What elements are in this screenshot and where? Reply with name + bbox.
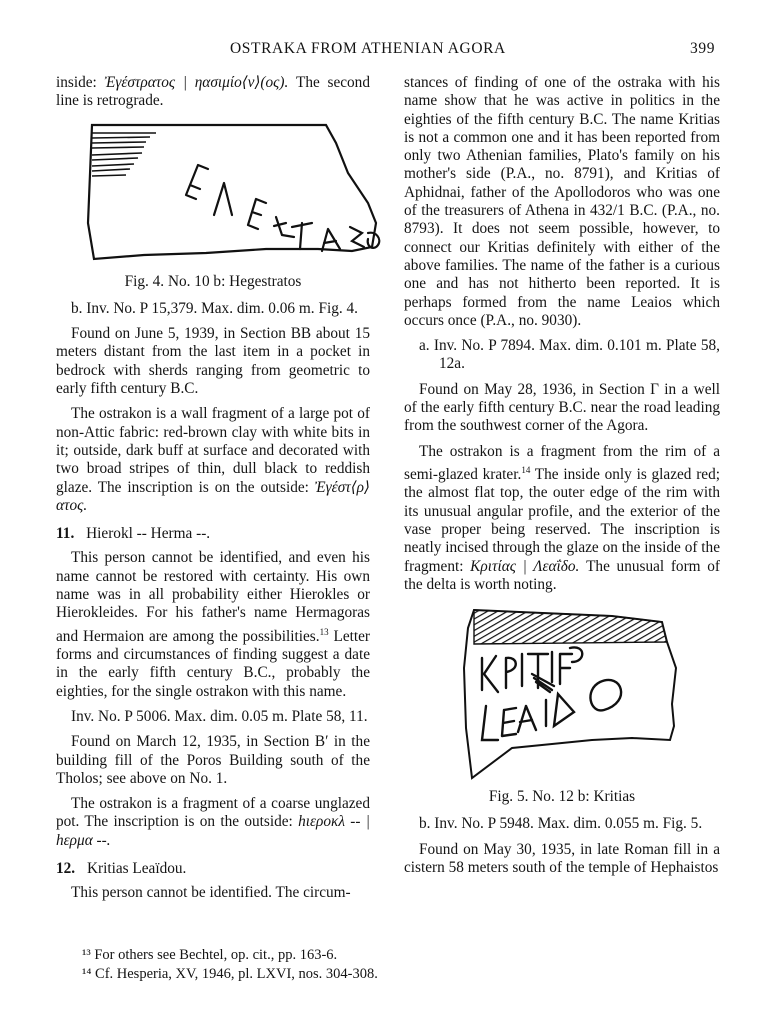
inventory-12a: a. Inv. No. P 7894. Max. dim. 0.101 m. Plate 58, 12a. xyxy=(419,337,720,373)
entry-11-name: Hierokl -- Herma --. xyxy=(86,525,211,543)
figure-4-caption: Fig. 4. No. 10 b: Hegestratos xyxy=(124,272,302,290)
inventory-11: Inv. No. P 5006. Max. dim. 0.05 m. Plate 58, 11. xyxy=(71,707,368,725)
greek-text: Κριτίας | Λεαΐδο. xyxy=(470,557,580,575)
description-11: The ostrakon is a fragment of a coarse unglazed pot. The inscription is on the outside: hιεροκλ -- | hερμα --. xyxy=(56,795,370,849)
right-column xyxy=(404,74,720,884)
entry-12-name: Kritias Leaïdou. xyxy=(86,860,187,877)
entry-12-heading xyxy=(56,860,370,878)
footnote-14: ¹⁴ Cf. Hesperia, XV, 1946, pl. LXVI, nos. 304-308. xyxy=(82,966,378,982)
entry-12-continuation: stances of finding of one of the ostraka with his name show that he was active in politics in the eighties of the fifth century B.C. The name Kritias is not a common one and it has been reported from only two Athenian families, Plato's family on his mother's side (P.A., no. 8791), and Kritias of Aphidnai, father of the Apollodoros who was one of the treasurers of Athena in 432/1 B.C. (P.A., no. 8793). It does not seem possible, however, to connect our Kritias definitely with either of the above families. The name of the father is a curious one and has not hitherto been reported. It is perhaps formed from the name Leaios which occurs once (P.A., no. 9030). xyxy=(404,74,720,329)
intro-paragraph: inside: Ἐγέστρατος | ηασιμίο⟨ν⟩(ος). The second line is retrograde. xyxy=(56,74,370,110)
running-header xyxy=(0,40,777,62)
entry-12-text: This person cannot be identified. The circum- xyxy=(71,884,351,902)
footnote-13: ¹³ For others see Bechtel, op. cit., pp. 163-6. xyxy=(82,947,338,963)
description-12a: The ostrakon is a fragment from the rim of a semi-glazed krater.$^{14}$ The inside only is glazed red; the almost flat top, the outer edge of the rim with its unusual angular profile, and the exterior of the vase proper being reserved. The inscription is neatly incised through the glaze on the inside of the fragment: Κριτίας | Λεαΐδο. The unusual form of the delta is worth noting. xyxy=(404,442,721,593)
finding-12a: Found on May 28, 1936, in Section Γ in a well of the early fifth century B.C. near the road leading from the southwest corner of the Agora. xyxy=(404,380,720,435)
entry-11-text: This person cannot be identified, and even his name cannot be restored with certainty. His own name was in all probability either Hierokles or Hierokleides. For his father's name Hermagoras and Hermaion are among the possibilities.$^{13}$ Letter forms and circumstances of finding suggest a date in the early fifth century B.C., probably the eighties, for the single ostrakon with this name. xyxy=(56,549,370,700)
entry-11-heading xyxy=(56,525,370,543)
footnote-ref-14[interactable]: 14 xyxy=(521,464,531,475)
glaze-stripes xyxy=(92,133,156,176)
entry-11-number: 11. xyxy=(56,525,75,543)
inventory-12b: b. Inv. No. P 5948. Max. dim. 0.055 m. Fig. 5. xyxy=(419,815,703,833)
inventory-10b: b. Inv. No. P 15,379. Max. dim. 0.06 m. Fig. 4. xyxy=(71,299,358,317)
greek-text: Ἐγέστ⟨ρ⟩ατος. xyxy=(56,478,370,514)
figure-5-caption: Fig. 5. No. 12 b: Kritias xyxy=(488,788,636,806)
running-title: OSTRAKA FROM ATHENIAN AGORA xyxy=(230,40,506,57)
footnotes xyxy=(82,946,378,984)
inscription-letters xyxy=(482,648,621,741)
description-10b: The ostrakon is a wall fragment of a large pot of non-Attic fabric: red-brown clay with white bits in it; outside, dark buff at surface and decorated with two broad stripes of thin, dull black to reddish glaze. The inscription is on the outside: Ἐγέστ⟨ρ⟩ατος. xyxy=(56,405,370,514)
greek-text: Ἐγέστρατος | ηασιμίο⟨ν⟩(ος). xyxy=(104,74,289,91)
finding-10b: Found on June 5, 1939, in Section BB about 15 meters distant from the last item in a pocket in bedrock with sherds ranging from geometric to early fifth century B.C. xyxy=(56,325,370,398)
finding-12b: Found on May 30, 1935, in late Roman fill in a cistern 58 meters south of the temple of Hephaistos xyxy=(404,840,720,876)
page-number: 399 xyxy=(690,40,716,57)
entry-12-number: 12. xyxy=(56,860,76,877)
figure-4-drawing xyxy=(86,123,386,265)
greek-text: hιεροκλ -- | hερμα --. xyxy=(56,813,370,849)
left-column xyxy=(56,74,370,910)
footnote-ref-13[interactable]: 13 xyxy=(319,626,329,637)
figure-5-drawing xyxy=(462,608,686,780)
finding-11: Found on March 12, 1935, in Section B′ in the building fill of the Poros Building south of the Tholos; see above on No. 1. xyxy=(56,733,370,787)
